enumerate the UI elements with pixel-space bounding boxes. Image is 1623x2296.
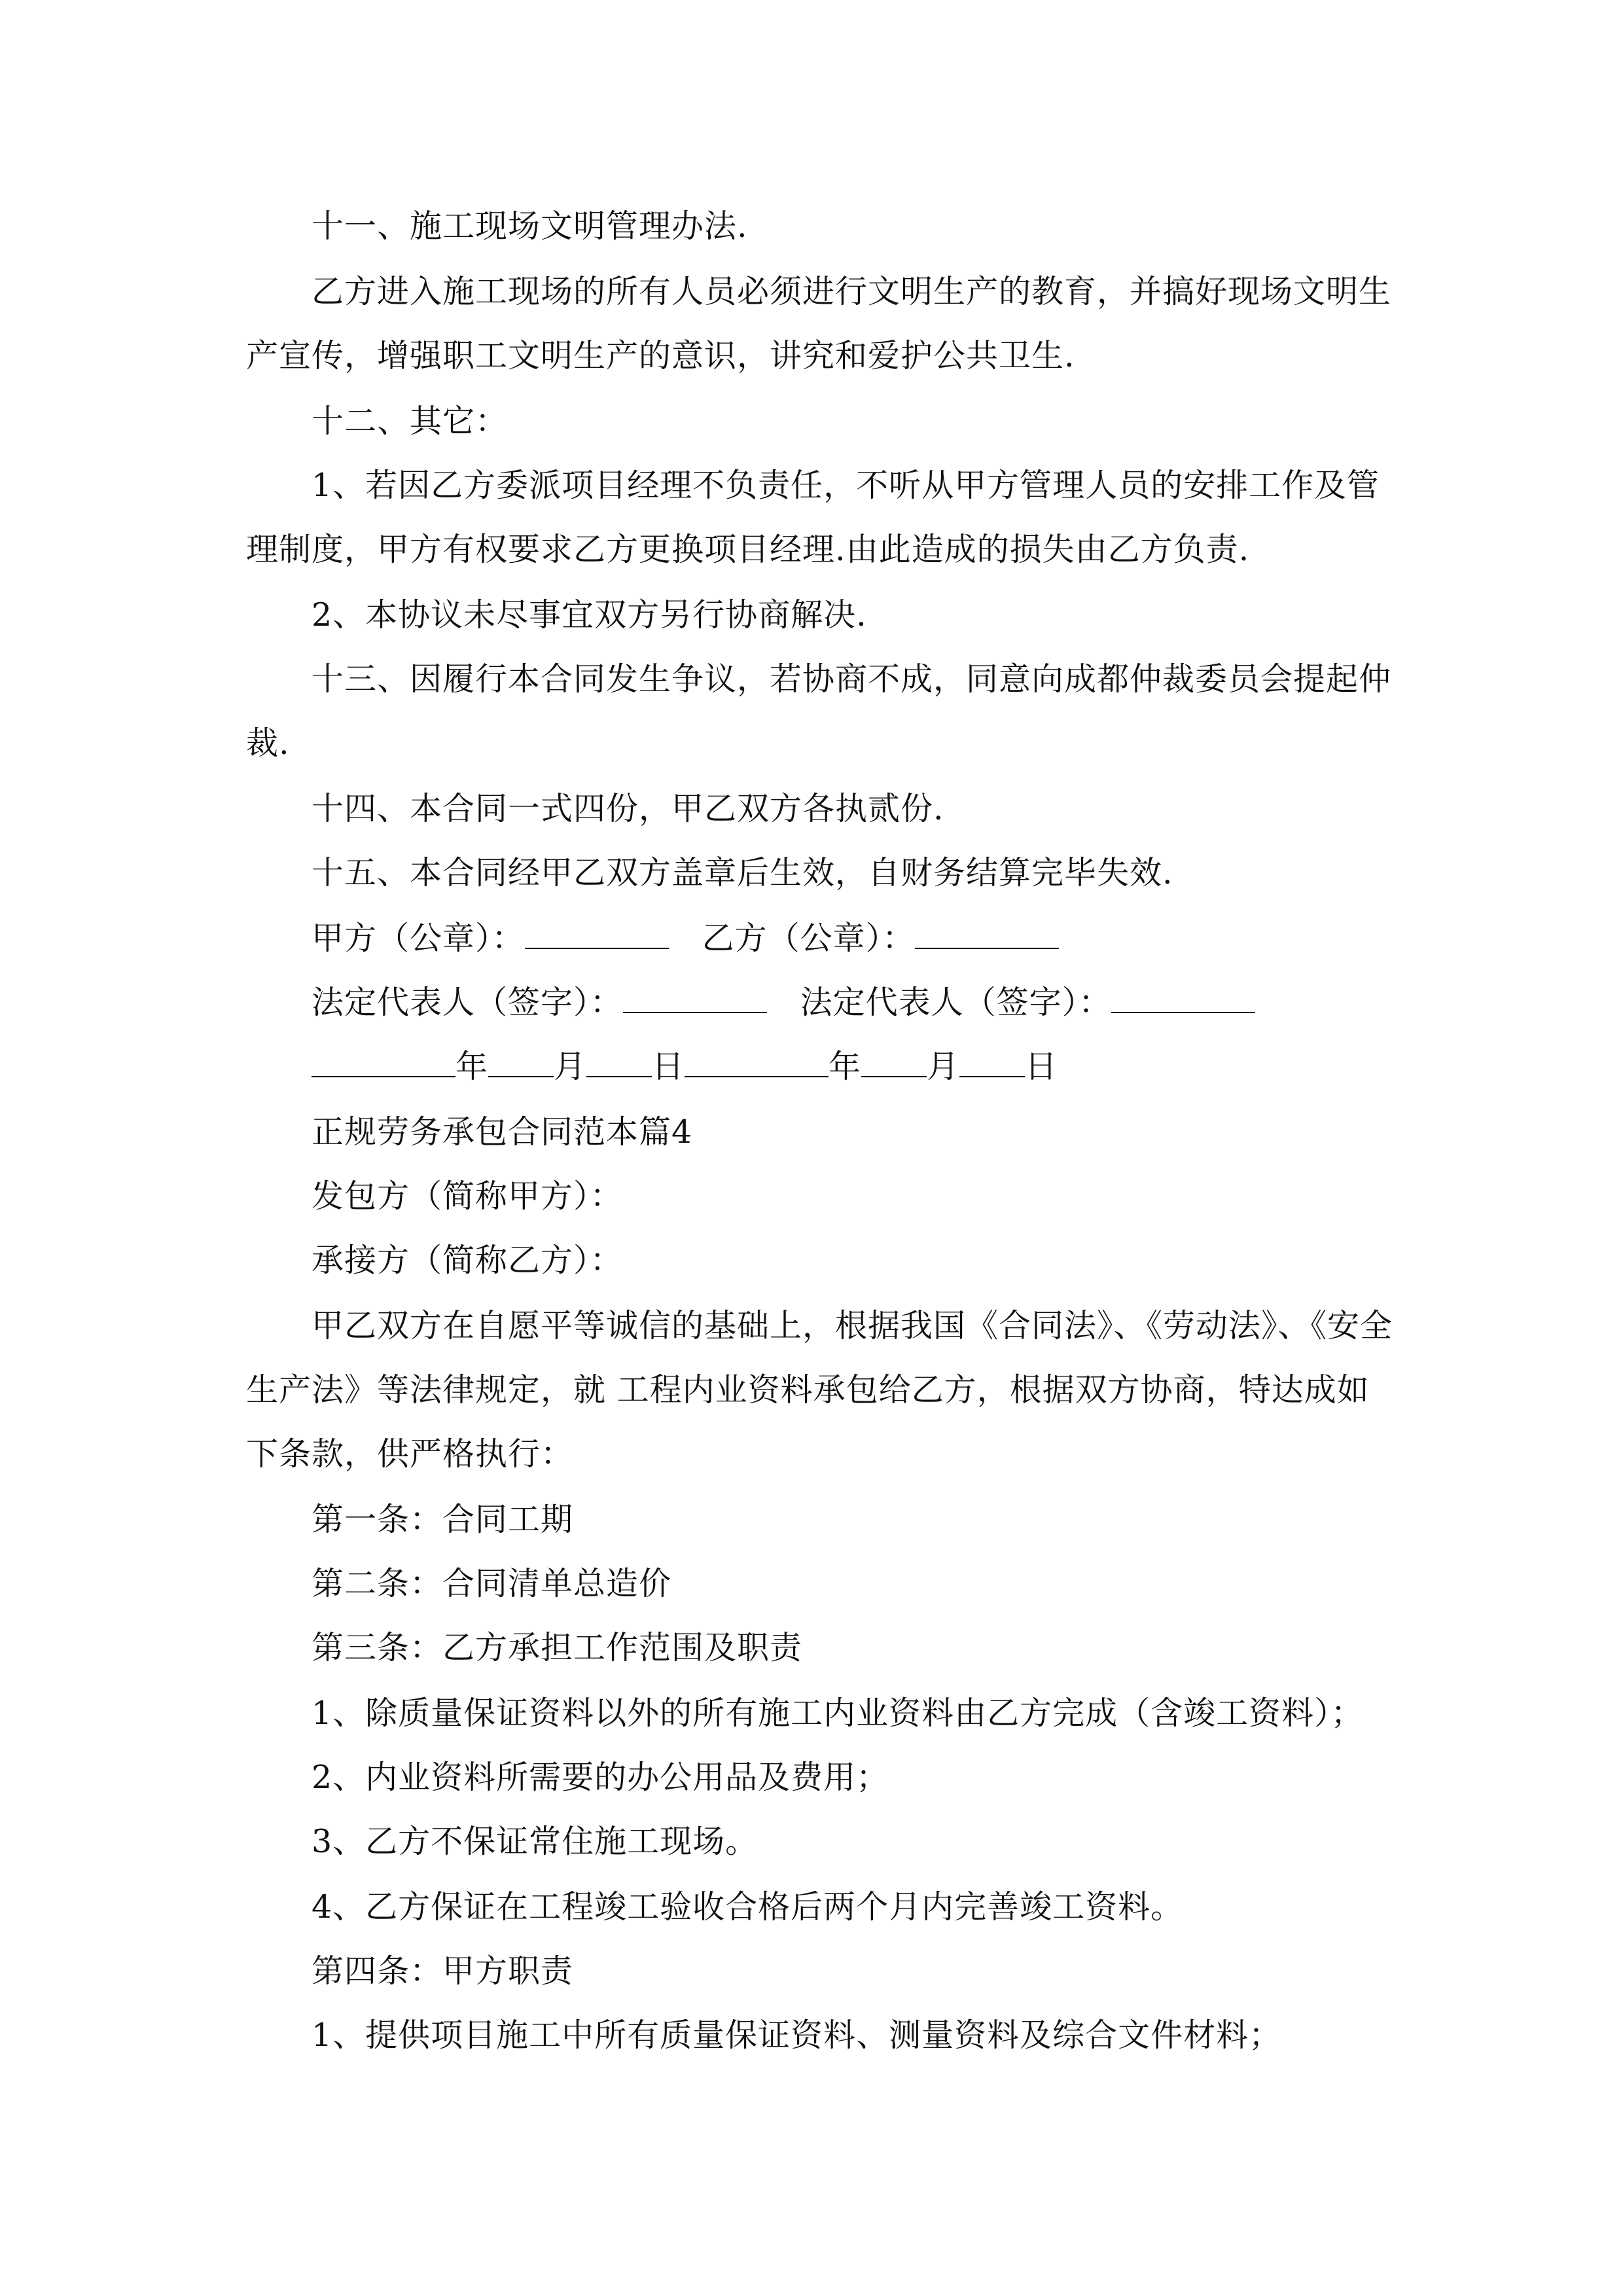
date-line bbox=[312, 1047, 1058, 1086]
article-1: 第一条：合同工期 bbox=[312, 1501, 574, 1538]
date-a-day-label: 日 bbox=[652, 1048, 685, 1085]
clause-11-text-line-2: 产宣传，增强职工文明生产的意识，讲究和爱护公共卫生. bbox=[246, 337, 1075, 374]
party-b-seal-label: 乙方（公章）： bbox=[702, 920, 916, 957]
rep-b-blank[interactable] bbox=[1111, 983, 1255, 1013]
article-3-item-3: 3、乙方不保证常住施工现场。 bbox=[312, 1823, 758, 1860]
party-b-seal-blank[interactable] bbox=[915, 919, 1059, 949]
clause-11-heading: 十一、施工现场文明管理办法. bbox=[312, 207, 748, 245]
clause-14: 十四、本合同一式四份，甲乙双方各执贰份. bbox=[312, 790, 944, 827]
clause-12-item-2: 2、本协议未尽事宜双方另行协商解决. bbox=[312, 596, 867, 634]
date-b-day-label: 日 bbox=[1025, 1048, 1058, 1085]
date-a-year-label: 年 bbox=[455, 1048, 489, 1085]
article-4: 第四条：甲方职责 bbox=[312, 1952, 574, 1990]
article-2: 第二条：合同清单总造价 bbox=[312, 1565, 672, 1602]
preamble-line-1: 甲乙双方在自愿平等诚信的基础上，根据我国《合同法》、《劳动法》、《安全 bbox=[312, 1307, 1393, 1344]
date-b-day-blank[interactable] bbox=[959, 1047, 1025, 1077]
article-3-item-2: 2、内业资料所需要的办公用品及费用； bbox=[312, 1759, 889, 1796]
date-b-year-label: 年 bbox=[829, 1048, 862, 1085]
date-a-day-blank[interactable] bbox=[586, 1047, 652, 1077]
representative-line bbox=[312, 983, 1255, 1022]
party-b-line: 承接方（简称乙方）： bbox=[312, 1242, 623, 1279]
clause-12-item-1-line-1: 1、若因乙方委派项目经理不负责任，不听从甲方管理人员的安排工作及管 bbox=[312, 467, 1380, 504]
article-4-item-1: 1、提供项目施工中所有质量保证资料、测量资料及综合文件材料； bbox=[312, 2017, 1282, 2054]
party-a-line: 发包方（简称甲方）： bbox=[312, 1177, 623, 1215]
clause-13-line-1: 十三、因履行本合同发生争议，若协商不成，同意向成都仲裁委员会提起仲 bbox=[312, 660, 1392, 698]
article-3-item-4: 4、乙方保证在工程竣工验收合格后两个月内完善竣工资料。 bbox=[312, 1888, 1184, 1926]
date-b-month-blank[interactable] bbox=[861, 1047, 927, 1077]
party-a-seal-blank[interactable] bbox=[525, 919, 669, 949]
date-a-month-label: 月 bbox=[554, 1048, 587, 1085]
article-3-item-1: 1、除质量保证资料以外的所有施工内业资料由乙方完成（含竣工资料）； bbox=[312, 1695, 1364, 1732]
preamble-line-3: 下条款，供严格执行： bbox=[246, 1435, 574, 1473]
article-3: 第三条：乙方承担工作范围及职责 bbox=[312, 1629, 803, 1666]
date-a-month-blank[interactable] bbox=[488, 1047, 554, 1077]
section-title: 正规劳务承包合同范本篇4 bbox=[312, 1113, 693, 1151]
rep-a-blank[interactable] bbox=[623, 983, 767, 1013]
clause-12-heading: 十二、其它： bbox=[312, 403, 508, 440]
date-a-year-blank[interactable] bbox=[312, 1047, 455, 1077]
preamble-line-2: 生产法》等法律规定，就 工程内业资料承包给乙方，根据双方协商，特达成如 bbox=[246, 1371, 1370, 1408]
party-a-seal-label: 甲方（公章）： bbox=[312, 920, 525, 957]
clause-15: 十五、本合同经甲乙双方盖章后生效，自财务结算完毕失效. bbox=[312, 854, 1173, 891]
rep-a-label: 法定代表人（签字）： bbox=[312, 984, 623, 1021]
clause-11-text-line-1: 乙方进入施工现场的所有人员必须进行文明生产的教育，并搞好现场文明生 bbox=[312, 273, 1392, 310]
rep-b-label: 法定代表人（签字）： bbox=[800, 984, 1112, 1021]
date-b-year-blank[interactable] bbox=[685, 1047, 829, 1077]
date-b-month-label: 月 bbox=[927, 1048, 960, 1085]
seal-line bbox=[312, 919, 1059, 958]
clause-13-line-2: 裁. bbox=[246, 725, 290, 762]
clause-12-item-1-line-2: 理制度，甲方有权要求乙方更换项目经理.由此造成的损失由乙方负责. bbox=[246, 531, 1250, 568]
